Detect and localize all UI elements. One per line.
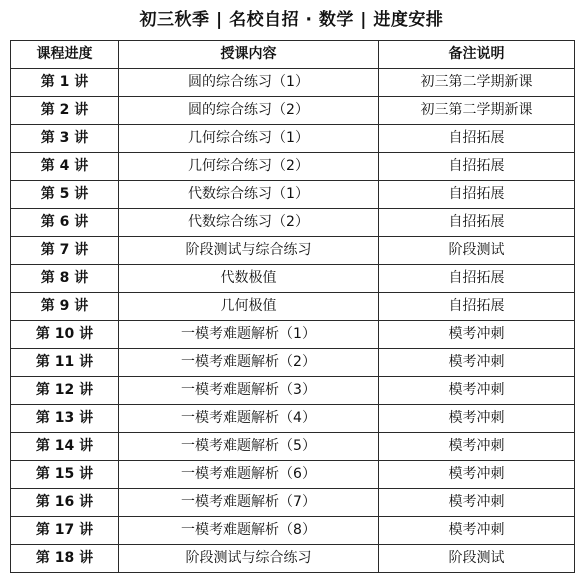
table-row xyxy=(11,433,575,461)
header-content: 授课内容 xyxy=(119,41,379,69)
content-cell: 圆的综合练习（1） xyxy=(119,69,379,97)
lecture-cell: 第 6 讲 xyxy=(11,209,119,237)
note-cell: 初三第二学期新课 xyxy=(379,97,575,125)
lecture-cell: 第 10 讲 xyxy=(11,321,119,349)
content-cell: 几何综合练习（2） xyxy=(119,153,379,181)
lecture-cell: 第 12 讲 xyxy=(11,377,119,405)
note-cell: 模考冲刺 xyxy=(379,321,575,349)
content-cell: 一模考难题解析（6） xyxy=(119,461,379,489)
content-cell: 一模考难题解析（4） xyxy=(119,405,379,433)
content-cell: 一模考难题解析（2） xyxy=(119,349,379,377)
schedule-table xyxy=(10,40,575,573)
content-cell: 一模考难题解析（8） xyxy=(119,517,379,545)
content-cell: 几何综合练习（1） xyxy=(119,125,379,153)
content-cell: 圆的综合练习（2） xyxy=(119,97,379,125)
note-cell: 阶段测试 xyxy=(379,545,575,573)
lecture-cell: 第 5 讲 xyxy=(11,181,119,209)
table-header-row xyxy=(11,41,575,69)
content-cell: 代数综合练习（1） xyxy=(119,181,379,209)
header-progress: 课程进度 xyxy=(11,41,119,69)
lecture-cell: 第 15 讲 xyxy=(11,461,119,489)
table-row xyxy=(11,237,575,265)
note-cell: 自招拓展 xyxy=(379,265,575,293)
note-cell: 自招拓展 xyxy=(379,181,575,209)
content-cell: 代数极值 xyxy=(119,265,379,293)
note-cell: 自招拓展 xyxy=(379,293,575,321)
lecture-cell: 第 8 讲 xyxy=(11,265,119,293)
table-row xyxy=(11,153,575,181)
note-cell: 模考冲刺 xyxy=(379,433,575,461)
table-row xyxy=(11,349,575,377)
lecture-cell: 第 3 讲 xyxy=(11,125,119,153)
lecture-cell: 第 13 讲 xyxy=(11,405,119,433)
table-row xyxy=(11,181,575,209)
lecture-cell: 第 14 讲 xyxy=(11,433,119,461)
lecture-cell: 第 18 讲 xyxy=(11,545,119,573)
note-cell: 自招拓展 xyxy=(379,153,575,181)
content-cell: 一模考难题解析（7） xyxy=(119,489,379,517)
content-cell: 阶段测试与综合练习 xyxy=(119,545,379,573)
note-cell: 模考冲刺 xyxy=(379,489,575,517)
note-cell: 模考冲刺 xyxy=(379,405,575,433)
lecture-cell: 第 2 讲 xyxy=(11,97,119,125)
table-row xyxy=(11,489,575,517)
content-cell: 一模考难题解析（3） xyxy=(119,377,379,405)
lecture-cell: 第 1 讲 xyxy=(11,69,119,97)
lecture-cell: 第 17 讲 xyxy=(11,517,119,545)
table-row xyxy=(11,69,575,97)
table-row xyxy=(11,209,575,237)
table-row xyxy=(11,405,575,433)
note-cell: 自招拓展 xyxy=(379,125,575,153)
table-row xyxy=(11,265,575,293)
lecture-cell: 第 9 讲 xyxy=(11,293,119,321)
table-row xyxy=(11,517,575,545)
table-row xyxy=(11,97,575,125)
table-row xyxy=(11,377,575,405)
header-notes: 备注说明 xyxy=(379,41,575,69)
note-cell: 阶段测试 xyxy=(379,237,575,265)
table-row xyxy=(11,545,575,573)
table-row xyxy=(11,293,575,321)
table-row xyxy=(11,461,575,489)
note-cell: 模考冲刺 xyxy=(379,349,575,377)
content-cell: 阶段测试与综合练习 xyxy=(119,237,379,265)
lecture-cell: 第 11 讲 xyxy=(11,349,119,377)
table-row xyxy=(11,321,575,349)
page-title: 初三秋季 | 名校自招 · 数学 | 进度安排 xyxy=(139,10,444,30)
lecture-cell: 第 16 讲 xyxy=(11,489,119,517)
content-cell: 一模考难题解析（5） xyxy=(119,433,379,461)
note-cell: 自招拓展 xyxy=(379,209,575,237)
note-cell: 模考冲刺 xyxy=(379,517,575,545)
note-cell: 初三第二学期新课 xyxy=(379,69,575,97)
note-cell: 模考冲刺 xyxy=(379,377,575,405)
table-row xyxy=(11,125,575,153)
content-cell: 一模考难题解析（1） xyxy=(119,321,379,349)
content-cell: 几何极值 xyxy=(119,293,379,321)
lecture-cell: 第 7 讲 xyxy=(11,237,119,265)
lecture-cell: 第 4 讲 xyxy=(11,153,119,181)
note-cell: 模考冲刺 xyxy=(379,461,575,489)
content-cell: 代数综合练习（2） xyxy=(119,209,379,237)
